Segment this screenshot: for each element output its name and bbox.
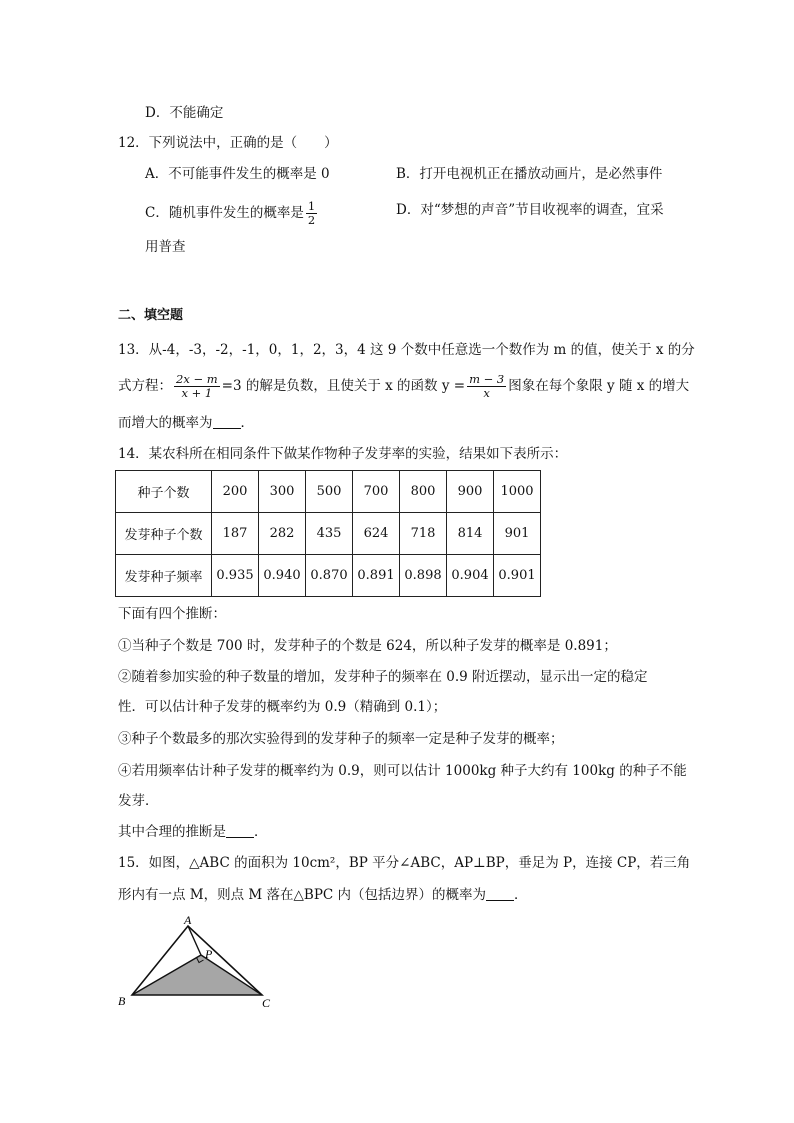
table-cell: 718: [400, 513, 447, 555]
q14-statement-2-line2: 性．可以估计种子发芽的概率约为 0.9（精确到 0.1）；: [118, 699, 447, 715]
table-cell: 500: [306, 471, 353, 513]
q13-line1: 13．从-4，-3，-2，-1，0，1，2，3，4 这 9 个数中任意选一个数作为 m 的值，使关于 x 的分: [118, 342, 695, 358]
segment-ap: [188, 926, 201, 955]
table-cell: 814: [447, 513, 494, 555]
table-cell: 发芽种子个数: [116, 513, 212, 555]
table-cell: 0.901: [494, 555, 541, 597]
table-cell: 0.898: [400, 555, 447, 597]
q14-statement-1: ①当种子个数是 700 时，发芽种子的个数是 624，所以种子发芽的概率是 0.891；: [118, 638, 617, 654]
table-cell: 0.870: [306, 555, 353, 597]
table-cell: 300: [259, 471, 306, 513]
label-c: C: [262, 996, 271, 1010]
q12-option-c-text: C．随机事件发生的概率是: [145, 205, 304, 221]
fraction-denominator: x + 1: [181, 386, 213, 400]
answer-blank: [226, 823, 254, 838]
table-cell: 200: [212, 471, 259, 513]
q13-eq-prefix: 式方程：: [118, 378, 172, 394]
q13-equation-fraction: [174, 373, 220, 400]
q12-option-a: A．不可能事件发生的概率是 0: [145, 166, 330, 182]
q15-line2: 形内有一点 M，则点 M 落在△BPC 内（包括边界）的概率为 ．: [118, 887, 528, 903]
table-cell: 700: [353, 471, 400, 513]
table-cell: 900: [447, 471, 494, 513]
q12-stem: 12．下列说法中，正确的是（ ）: [118, 135, 338, 151]
q12-option-c: [145, 200, 319, 227]
table-cell: 800: [400, 471, 447, 513]
fraction-numerator: 1: [307, 199, 316, 213]
table-row: [116, 513, 541, 555]
table-cell: 1000: [494, 471, 541, 513]
q12-option-d-line2: 用普查: [145, 239, 186, 255]
q14-statement-2-line1: ②随着参加实验的种子数量的增加，发芽种子的频率在 0.9 附近摆动，显示出一定的稳定: [118, 669, 648, 685]
q12-option-d-line1: D．对“梦想的声音”节目收视率的调查，宜采: [396, 202, 664, 218]
table-cell: 624: [353, 513, 400, 555]
q14-conclusion-text: 其中合理的推断是: [118, 824, 226, 840]
table-cell: 435: [306, 513, 353, 555]
fraction-denominator: x: [483, 386, 490, 400]
fraction-denominator: 2: [307, 213, 316, 227]
q14-statement-4-line1: ④若用频率估计种子发芽的概率约为 0.9，则可以估计 1000kg 种子大约有 100kg 的种子不能: [118, 763, 687, 779]
q13-eq-mid: =3 的解是负数，且使关于 x 的函数 y =: [221, 378, 466, 394]
triangle-figure: [112, 908, 292, 1013]
table-cell: 282: [259, 513, 306, 555]
q15-line1: 15．如图，△ABC 的面积为 10cm²，BP 平分∠ABC，AP⊥BP，垂足为 P，连接 CP，若三角: [118, 855, 691, 871]
q13-line3: 而增大的概率为 ．: [118, 415, 254, 431]
section-title: 二、填空题: [118, 308, 184, 323]
label-a: A: [184, 913, 192, 927]
shaded-triangle-bpc: [132, 955, 262, 995]
q14-conclusion: 其中合理的推断是 ．: [118, 824, 268, 840]
table-cell: 发芽种子频率: [116, 555, 212, 597]
table-cell: 种子个数: [116, 471, 212, 513]
q13-line3-text: 而增大的概率为: [118, 415, 213, 431]
q14-intro: 下面有四个推断：: [118, 606, 226, 622]
fraction-numerator: m − 3: [469, 372, 505, 386]
fraction-one-half: [306, 200, 317, 227]
table-cell: 187: [212, 513, 259, 555]
table-row: [116, 555, 541, 597]
q15-line2-text: 形内有一点 M，则点 M 落在△BPC 内（包括边界）的概率为: [118, 887, 487, 903]
q11-option-d: D．不能确定: [145, 105, 224, 121]
q12-option-b: B．打开电视机正在播放动画片，是必然事件: [396, 166, 663, 182]
q14-stem: 14．某农科所在相同条件下做某作物种子发芽率的实验，结果如下表所示：: [118, 446, 568, 462]
table-cell: 0.940: [259, 555, 306, 597]
fraction-numerator: 2x − m: [176, 372, 218, 386]
q14-statement-4-line2: 发芽．: [118, 793, 159, 809]
table-row: [116, 471, 541, 513]
label-b: B: [118, 994, 126, 1008]
q14-statement-3: ③种子个数最多的那次实验得到的发芽种子的频率一定是种子发芽的概率；: [118, 731, 564, 747]
q13-eq-suffix: 图象在每个象限 y 随 x 的增大: [508, 378, 690, 394]
q13-function-fraction: [467, 373, 506, 400]
answer-blank: [486, 886, 514, 901]
table-cell: 901: [494, 513, 541, 555]
answer-blank: [213, 414, 241, 429]
table-cell: 0.935: [212, 555, 259, 597]
q13-line2: [118, 372, 689, 400]
germination-table: [115, 470, 541, 597]
table-cell: 0.904: [447, 555, 494, 597]
label-p: P: [205, 947, 213, 961]
table-cell: 0.891: [353, 555, 400, 597]
